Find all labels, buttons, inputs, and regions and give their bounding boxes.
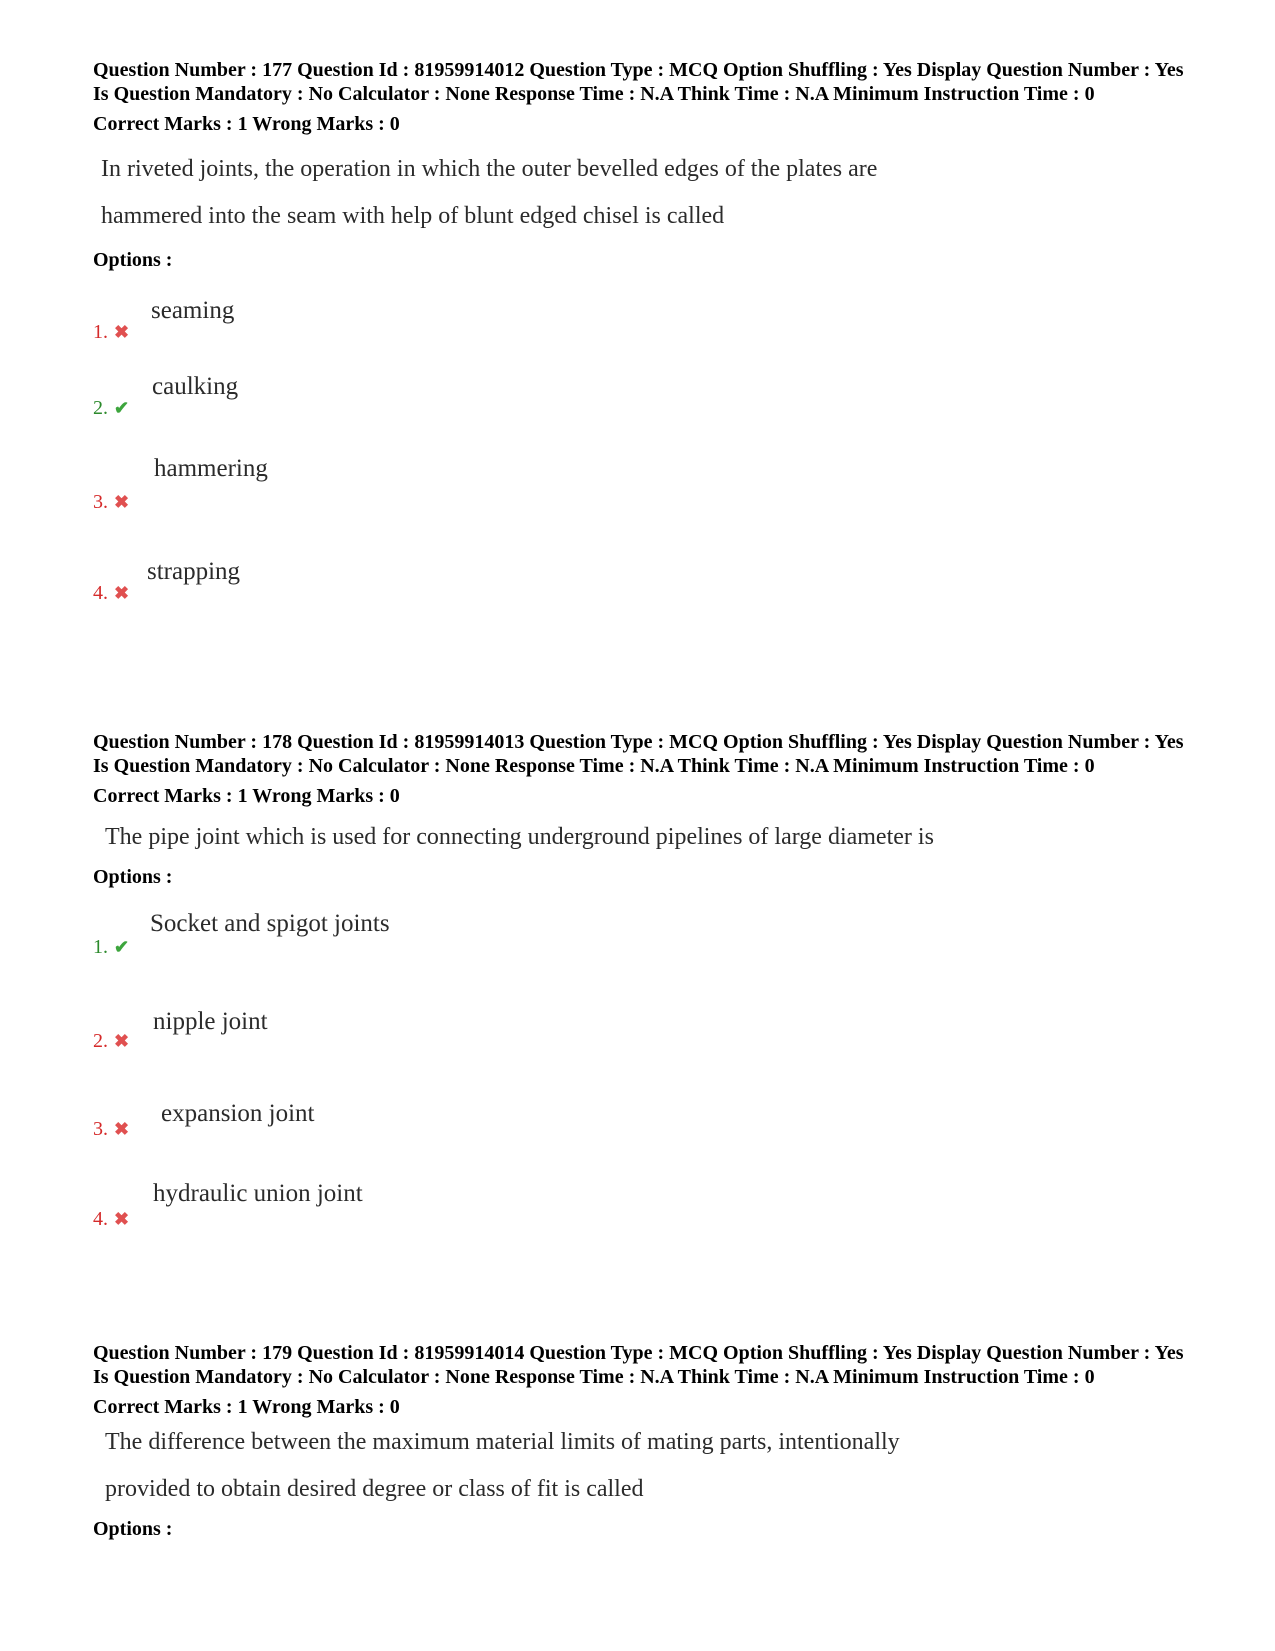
option-text: caulking: [152, 373, 239, 400]
question-text: [105, 814, 1193, 861]
option-number: 1. ✖: [93, 321, 130, 343]
question-block: [93, 58, 1193, 632]
options-label: Options :: [93, 866, 173, 888]
wrong-icon: ✖: [114, 1031, 130, 1051]
check-icon: ✔: [114, 937, 130, 957]
option-text: hydraulic union joint: [153, 1180, 363, 1207]
option-number: 4. ✖: [93, 582, 130, 604]
wrong-icon: ✖: [114, 322, 130, 342]
wrong-icon: ✖: [114, 492, 130, 512]
question-text-line: hammered into the seam with help of blunt edged chisel is called: [101, 203, 725, 229]
option-item: [93, 454, 793, 524]
option-number: 2. ✔: [93, 397, 130, 419]
options-list: [93, 272, 1193, 632]
options-label: Options :: [93, 1518, 173, 1540]
option-item: [93, 557, 793, 627]
option-text: hammering: [154, 455, 268, 482]
question-meta: Question Number : 178 Question Id : 81959914013 Question Type : MCQ Option Shuffling : Yes Display Question Number : Yes Is Question Mandatory : No Calculator : None Response Time : N.A Think Time : N.A Minimum Instruction Time : 0: [93, 731, 1184, 777]
option-text: Socket and spigot joints: [150, 910, 390, 937]
question-block: [93, 730, 1193, 1249]
question-marks: Correct Marks : 1 Wrong Marks : 0: [93, 113, 400, 135]
options-label: Options :: [93, 249, 173, 271]
option-item: [93, 1007, 793, 1077]
options-list: [93, 889, 1193, 1249]
question-text-line: provided to obtain desired degree or class of fit is called: [105, 1476, 644, 1502]
option-number: 3. ✖: [93, 1118, 130, 1140]
wrong-icon: ✖: [114, 1119, 130, 1139]
question-text: [105, 1419, 1193, 1513]
question-marks: Correct Marks : 1 Wrong Marks : 0: [93, 785, 400, 807]
option-text: expansion joint: [161, 1100, 315, 1127]
question-meta: Question Number : 177 Question Id : 81959914012 Question Type : MCQ Option Shuffling : Yes Display Question Number : Yes Is Question Mandatory : No Calculator : None Response Time : N.A Think Time : N.A Minimum Instruction Time : 0: [93, 59, 1184, 105]
option-item: [93, 1099, 793, 1169]
wrong-icon: ✖: [114, 583, 130, 603]
option-item: [93, 909, 793, 979]
option-number: 1. ✔: [93, 936, 130, 958]
wrong-icon: ✖: [114, 1209, 130, 1229]
question-text-line: The difference between the maximum material limits of mating parts, intentionally: [105, 1429, 900, 1455]
question-block: [93, 1341, 1193, 1541]
question-text: [101, 146, 1193, 240]
question-marks: Correct Marks : 1 Wrong Marks : 0: [93, 1396, 400, 1418]
option-number: 4. ✖: [93, 1208, 130, 1230]
option-text: nipple joint: [153, 1008, 268, 1035]
option-item: [93, 296, 793, 366]
option-number: 3. ✖: [93, 491, 130, 513]
question-text-line: The pipe joint which is used for connecting underground pipelines of large diameter is: [105, 824, 934, 850]
option-item: [93, 372, 793, 442]
option-text: seaming: [151, 297, 235, 324]
option-number: 2. ✖: [93, 1030, 130, 1052]
question-meta: Question Number : 179 Question Id : 81959914014 Question Type : MCQ Option Shuffling : Yes Display Question Number : Yes Is Question Mandatory : No Calculator : None Response Time : N.A Think Time : N.A Minimum Instruction Time : 0: [93, 1342, 1184, 1388]
check-icon: ✔: [114, 398, 130, 418]
option-text: strapping: [147, 558, 241, 585]
question-text-line: In riveted joints, the operation in which the outer bevelled edges of the plates are: [101, 156, 878, 182]
option-item: [93, 1179, 793, 1249]
